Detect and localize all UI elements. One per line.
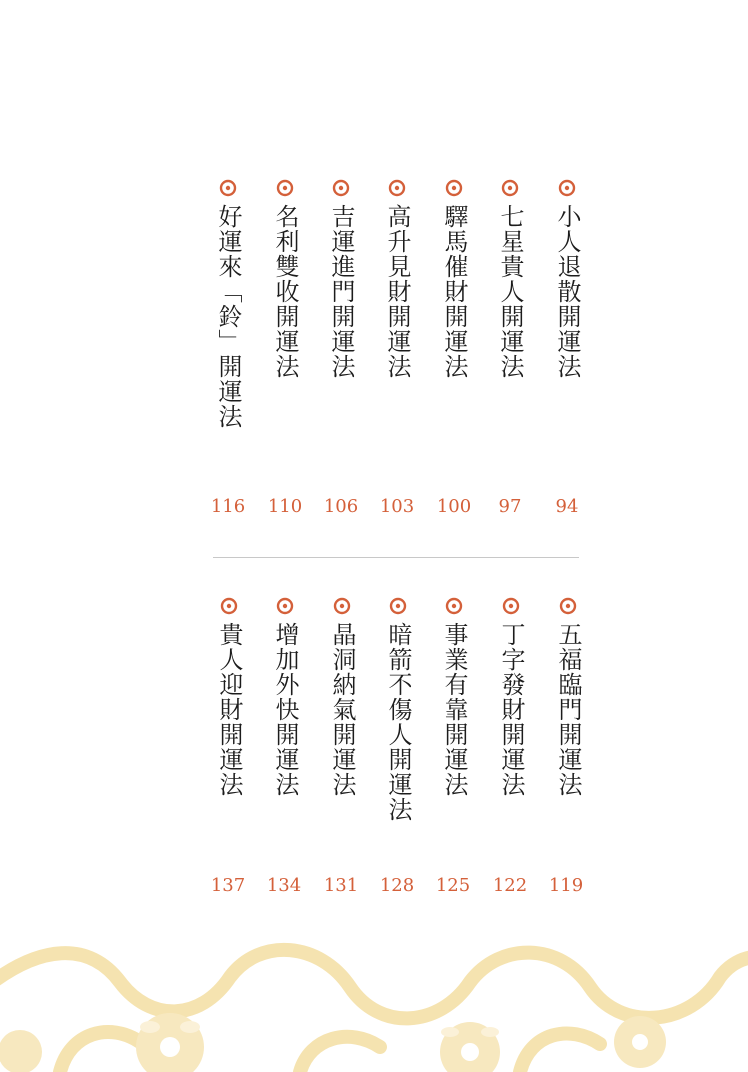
- page-number: 94: [555, 496, 579, 517]
- page-number: 106: [323, 496, 359, 517]
- toc-entry[interactable]: [486, 596, 536, 797]
- page-number: 97: [498, 496, 522, 517]
- toc-entry[interactable]: [373, 596, 423, 822]
- page-number: 131: [323, 875, 359, 896]
- entry-title: 高升見財開運法: [383, 204, 411, 379]
- swirl-bullet-icon: [501, 596, 521, 616]
- page-number: 103: [379, 496, 415, 517]
- entry-title: 小人退散開運法: [553, 204, 581, 379]
- toc-entry[interactable]: [429, 596, 479, 797]
- entry-title: 丁字發財開運法: [497, 622, 525, 797]
- swirl-bullet-icon: [388, 596, 408, 616]
- page-number: 137: [210, 875, 246, 896]
- toc-entry[interactable]: [543, 596, 593, 797]
- entry-title: 事業有靠開運法: [440, 622, 468, 797]
- page-number: 128: [379, 875, 415, 896]
- swirl-bullet-icon: [275, 596, 295, 616]
- page-number: 122: [492, 875, 528, 896]
- entry-title: 驛馬催財開運法: [440, 204, 468, 379]
- swirl-bullet-icon: [332, 596, 352, 616]
- entry-title: 吉運進門開運法: [327, 204, 355, 379]
- entry-title: 增加外快開運法: [271, 622, 299, 797]
- toc-entry[interactable]: [204, 596, 254, 797]
- page-number: 110: [267, 496, 303, 517]
- entry-title: 晶洞納氣開運法: [328, 622, 356, 797]
- toc-entry[interactable]: [260, 596, 310, 797]
- floral-ornament-icon: [0, 932, 748, 1072]
- page-number: 125: [435, 875, 471, 896]
- entry-title: 名利雙收開運法: [271, 204, 299, 379]
- swirl-bullet-icon: [558, 596, 578, 616]
- page-number: 100: [436, 496, 472, 517]
- swirl-bullet-icon: [219, 596, 239, 616]
- page-number: 134: [266, 875, 302, 896]
- page-number: 119: [548, 875, 584, 896]
- entry-title: 五福臨門開運法: [554, 622, 582, 797]
- toc-entry[interactable]: [317, 596, 367, 797]
- page-number: 116: [210, 496, 246, 517]
- entry-title: 貴人迎財開運法: [215, 622, 243, 797]
- entry-title: 好運來「鈴」開運法: [214, 204, 242, 429]
- entry-title: 七星貴人開運法: [496, 204, 524, 379]
- swirl-bullet-icon: [444, 596, 464, 616]
- entry-title: 暗箭不傷人開運法: [384, 622, 412, 822]
